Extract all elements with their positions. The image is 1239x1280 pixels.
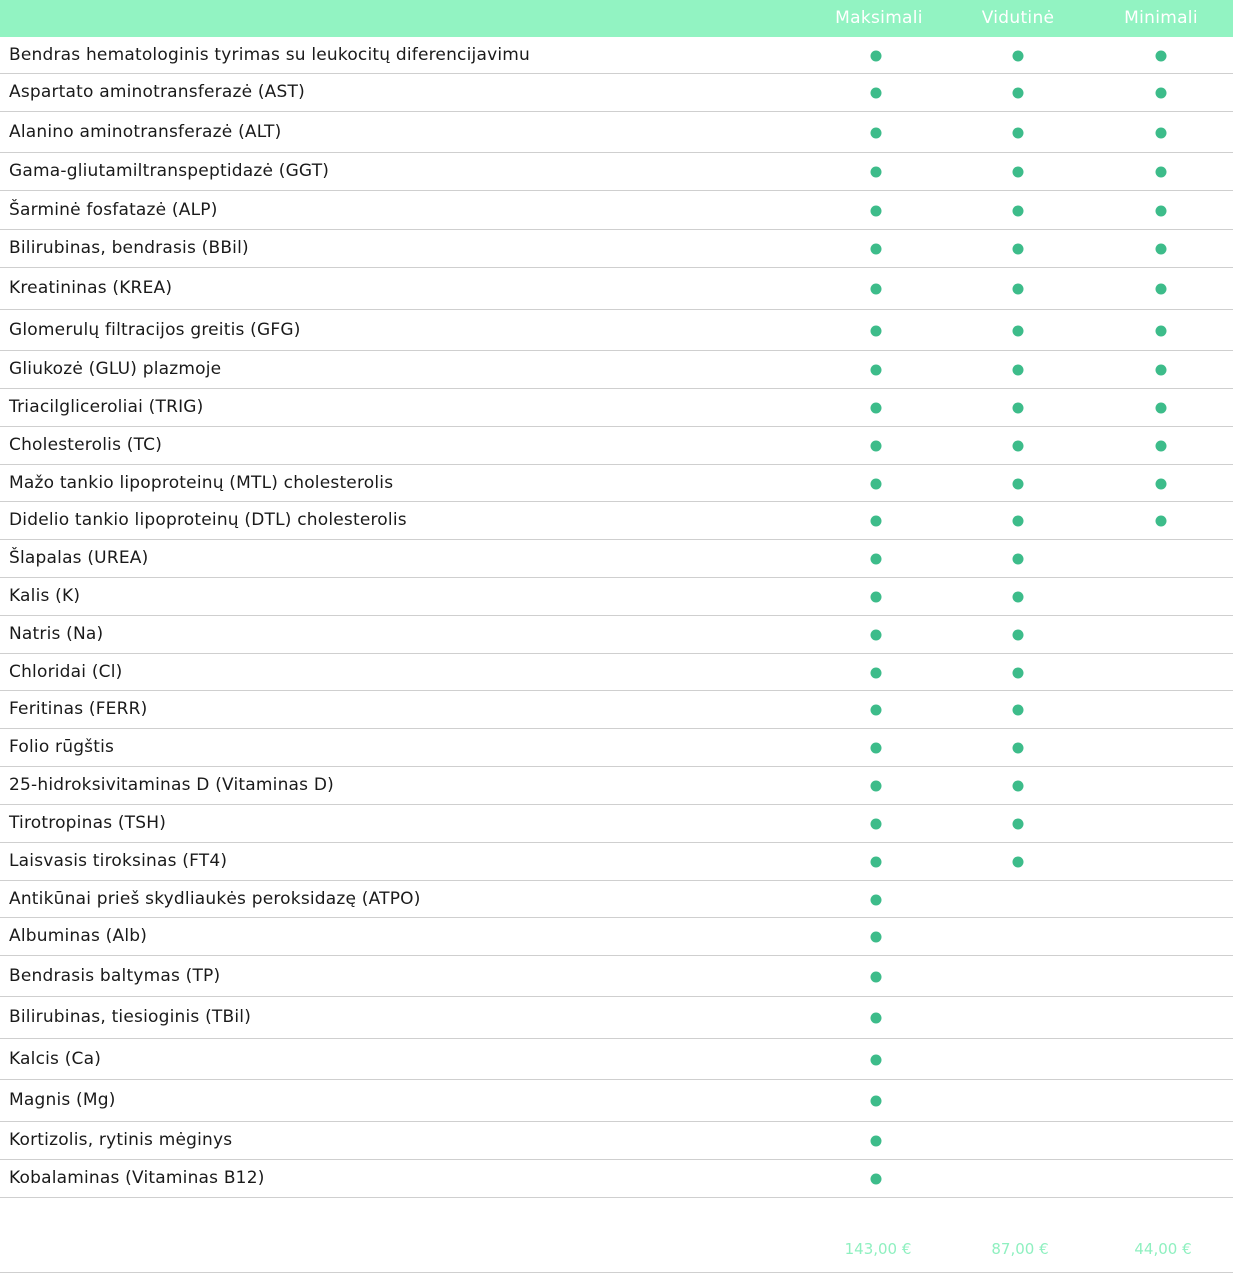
test-name: Albuminas (Alb): [9, 926, 148, 946]
included-dot-icon: [871, 1136, 882, 1147]
included-dot-icon: [1013, 630, 1024, 641]
table-row: [0, 112, 1233, 153]
test-name: Laisvasis tiroksinas (FT4): [9, 851, 228, 871]
table-row: [0, 918, 1233, 956]
included-dot-icon: [1013, 554, 1024, 565]
included-dot-icon: [1156, 516, 1167, 527]
table-row: [0, 427, 1233, 465]
included-dot-icon: [1013, 743, 1024, 754]
test-name: Aspartato aminotransferazė (AST): [9, 82, 305, 102]
included-dot-icon: [871, 554, 882, 565]
table-row: [0, 310, 1233, 351]
included-dot-icon: [1156, 284, 1167, 295]
included-dot-icon: [871, 128, 882, 139]
table-row: [0, 230, 1233, 268]
test-name: Cholesterolis (TC): [9, 435, 163, 455]
table-row: [0, 843, 1233, 881]
test-name: Kalis (K): [9, 586, 81, 606]
included-dot-icon: [1013, 206, 1024, 217]
test-name: Feritinas (FERR): [9, 699, 148, 719]
test-name: Alanino aminotransferazė (ALT): [9, 122, 282, 142]
table-row: [0, 956, 1233, 997]
included-dot-icon: [871, 88, 882, 99]
included-dot-icon: [1156, 479, 1167, 490]
table-row: [0, 153, 1233, 191]
included-dot-icon: [1156, 403, 1167, 414]
included-dot-icon: [1156, 128, 1167, 139]
column-header-maksimali: Maksimali: [835, 8, 923, 28]
included-dot-icon: [1156, 244, 1167, 255]
table-row: [0, 616, 1233, 654]
table-row: [0, 1160, 1233, 1198]
test-name: Tirotropinas (TSH): [9, 813, 167, 833]
table-row: [0, 540, 1233, 578]
table-row: [0, 389, 1233, 427]
table-row: [0, 465, 1233, 502]
included-dot-icon: [1013, 668, 1024, 679]
included-dot-icon: [871, 244, 882, 255]
test-name: Kobalaminas (Vitaminas B12): [9, 1168, 265, 1188]
included-dot-icon: [1013, 284, 1024, 295]
included-dot-icon: [1013, 857, 1024, 868]
included-dot-icon: [1156, 51, 1167, 62]
test-name: Šlapalas (UREA): [9, 548, 149, 568]
included-dot-icon: [1013, 51, 1024, 62]
test-name: Bendrasis baltymas (TP): [9, 966, 221, 986]
included-dot-icon: [1013, 167, 1024, 178]
test-name: Mažo tankio lipoproteinų (MTL) cholesterolis: [9, 473, 394, 493]
table-row: [0, 191, 1233, 230]
table-row: [0, 805, 1233, 843]
included-dot-icon: [871, 326, 882, 337]
test-name: Natris (Na): [9, 624, 104, 644]
included-dot-icon: [1013, 326, 1024, 337]
included-dot-icon: [871, 206, 882, 217]
included-dot-icon: [871, 972, 882, 983]
included-dot-icon: [1013, 819, 1024, 830]
included-dot-icon: [1013, 479, 1024, 490]
included-dot-icon: [871, 781, 882, 792]
included-dot-icon: [1156, 326, 1167, 337]
included-dot-icon: [871, 479, 882, 490]
test-name: Antikūnai prieš skydliaukės peroksidazę (ATPO): [9, 889, 421, 909]
included-dot-icon: [871, 819, 882, 830]
table-row: [0, 502, 1233, 540]
table-row: [0, 1080, 1233, 1122]
included-dot-icon: [871, 51, 882, 62]
included-dot-icon: [1013, 88, 1024, 99]
column-header-minimali: Minimali: [1124, 8, 1198, 28]
included-dot-icon: [871, 857, 882, 868]
table-row: [0, 767, 1233, 805]
test-name: Glomerulų filtracijos greitis (GFG): [9, 320, 301, 340]
table-row: [0, 351, 1233, 389]
table-row: [0, 74, 1233, 112]
included-dot-icon: [871, 284, 882, 295]
included-dot-icon: [871, 630, 882, 641]
included-dot-icon: [1013, 403, 1024, 414]
test-name: Kreatininas (KREA): [9, 278, 173, 298]
included-dot-icon: [1156, 206, 1167, 217]
test-name: Chloridai (Cl): [9, 662, 123, 682]
test-name: Bilirubinas, tiesioginis (TBil): [9, 1007, 252, 1027]
included-dot-icon: [871, 1055, 882, 1066]
table-row: [0, 881, 1233, 918]
price-vidutine: 87,00 €: [991, 1240, 1049, 1258]
test-name: Didelio tankio lipoproteinų (DTL) cholesterolis: [9, 510, 407, 530]
included-dot-icon: [1013, 705, 1024, 716]
table-row: [0, 37, 1233, 74]
test-name: Triacilgliceroliai (TRIG): [9, 397, 204, 417]
included-dot-icon: [871, 441, 882, 452]
included-dot-icon: [1013, 244, 1024, 255]
included-dot-icon: [1013, 781, 1024, 792]
included-dot-icon: [871, 895, 882, 906]
table-header: [0, 0, 1233, 37]
included-dot-icon: [1013, 441, 1024, 452]
test-name: Kalcis (Ca): [9, 1049, 102, 1069]
included-dot-icon: [1156, 365, 1167, 376]
table-row: [0, 691, 1233, 729]
included-dot-icon: [871, 592, 882, 603]
included-dot-icon: [1013, 365, 1024, 376]
included-dot-icon: [871, 668, 882, 679]
included-dot-icon: [871, 932, 882, 943]
table-row: [0, 729, 1233, 767]
included-dot-icon: [871, 365, 882, 376]
test-name: Šarminė fosfatazė (ALP): [9, 200, 218, 220]
table-row: [0, 997, 1233, 1039]
included-dot-icon: [871, 1096, 882, 1107]
column-header-vidutine: Vidutinė: [981, 8, 1055, 28]
included-dot-icon: [871, 516, 882, 527]
test-name: 25-hidroksivitaminas D (Vitaminas D): [9, 775, 334, 795]
price-row: [0, 1198, 1233, 1273]
included-dot-icon: [1013, 128, 1024, 139]
test-name: Gliukozė (GLU) plazmoje: [9, 359, 222, 379]
test-name: Folio rūgštis: [9, 737, 115, 757]
table-row: [0, 1039, 1233, 1080]
included-dot-icon: [1156, 167, 1167, 178]
test-name: Magnis (Mg): [9, 1090, 116, 1110]
table-row: [0, 654, 1233, 691]
included-dot-icon: [871, 1013, 882, 1024]
included-dot-icon: [871, 167, 882, 178]
test-name: Gama-gliutamiltranspeptidazė (GGT): [9, 161, 330, 181]
included-dot-icon: [871, 743, 882, 754]
table-row: [0, 1122, 1233, 1160]
included-dot-icon: [1156, 88, 1167, 99]
included-dot-icon: [871, 1174, 882, 1185]
table-row: [0, 268, 1233, 310]
test-name: Bendras hematologinis tyrimas su leukocitų diferencijavimu: [9, 45, 530, 65]
price-maksimali: 143,00 €: [844, 1240, 912, 1258]
included-dot-icon: [871, 403, 882, 414]
included-dot-icon: [1156, 441, 1167, 452]
table-row: [0, 578, 1233, 616]
test-name: Bilirubinas, bendrasis (BBil): [9, 238, 249, 258]
included-dot-icon: [1013, 592, 1024, 603]
included-dot-icon: [1013, 516, 1024, 527]
test-name: Kortizolis, rytinis mėginys: [9, 1130, 233, 1150]
price-minimali: 44,00 €: [1134, 1240, 1192, 1258]
included-dot-icon: [871, 705, 882, 716]
